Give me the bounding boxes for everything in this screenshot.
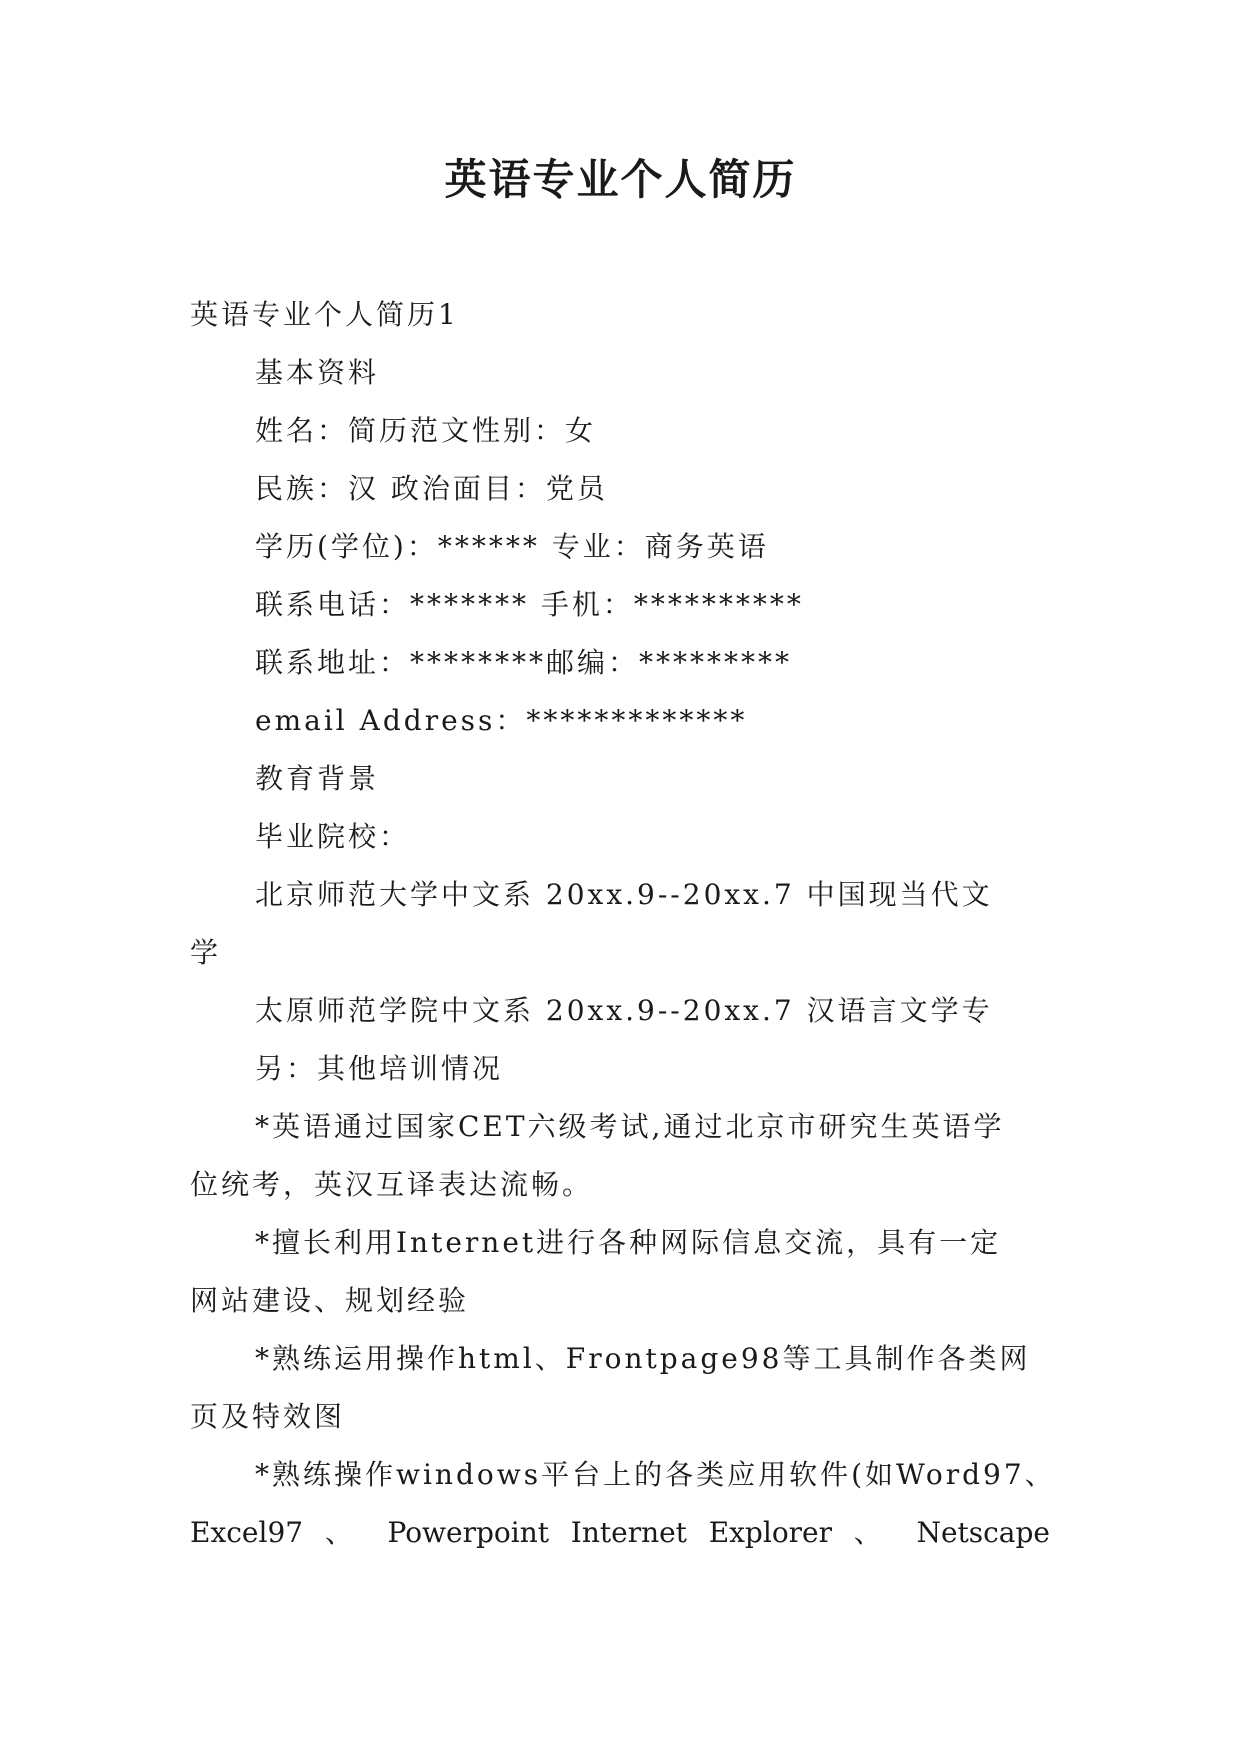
text-line: email Address：************* bbox=[255, 704, 748, 737]
text-line: Excel97 、 Powerpoint Internet Explorer 、 Netscape bbox=[190, 1516, 1050, 1549]
text-line: 太原师范学院中文系 20xx.9--20xx.7 汉语言文学专 bbox=[255, 994, 993, 1027]
subsection-heading: 教育背景 bbox=[255, 762, 380, 795]
text-line: *擅长利用Internet进行各种网际信息交流，具有一定 bbox=[255, 1226, 1002, 1259]
section-heading: 英语专业个人简历1 bbox=[190, 298, 459, 331]
text-line: 网站建设、规划经验 bbox=[190, 1284, 470, 1317]
text-line: 联系地址：********邮编：********* bbox=[255, 646, 793, 679]
text-line: *熟练操作windows平台上的各类应用软件(如Word97、 bbox=[255, 1458, 1056, 1491]
subsection-heading: 基本资料 bbox=[255, 356, 380, 389]
document-title: 英语专业个人简历 bbox=[444, 155, 797, 204]
text-line: 页及特效图 bbox=[190, 1400, 346, 1433]
text-line: 毕业院校： bbox=[255, 820, 411, 853]
text-line: 姓名：简历范文性别：女 bbox=[255, 414, 597, 447]
text-line: 另：其他培训情况 bbox=[255, 1052, 504, 1085]
text-line: *熟练运用操作html、Frontpage98等工具制作各类网 bbox=[255, 1342, 1031, 1375]
text-line: 学历(学位)：****** 专业：商务英语 bbox=[255, 530, 769, 563]
text-line: 位统考，英汉互译表达流畅。 bbox=[190, 1168, 594, 1201]
text-line: 联系电话：******* 手机：********** bbox=[255, 588, 804, 621]
text-line: *英语通过国家CET六级考试,通过北京市研究生英语学 bbox=[255, 1110, 1005, 1143]
text-line: 北京师范大学中文系 20xx.9--20xx.7 中国现当代文 bbox=[255, 878, 993, 911]
text-line: 民族：汉 政治面目：党员 bbox=[255, 472, 608, 505]
text-line: 学 bbox=[190, 936, 222, 969]
